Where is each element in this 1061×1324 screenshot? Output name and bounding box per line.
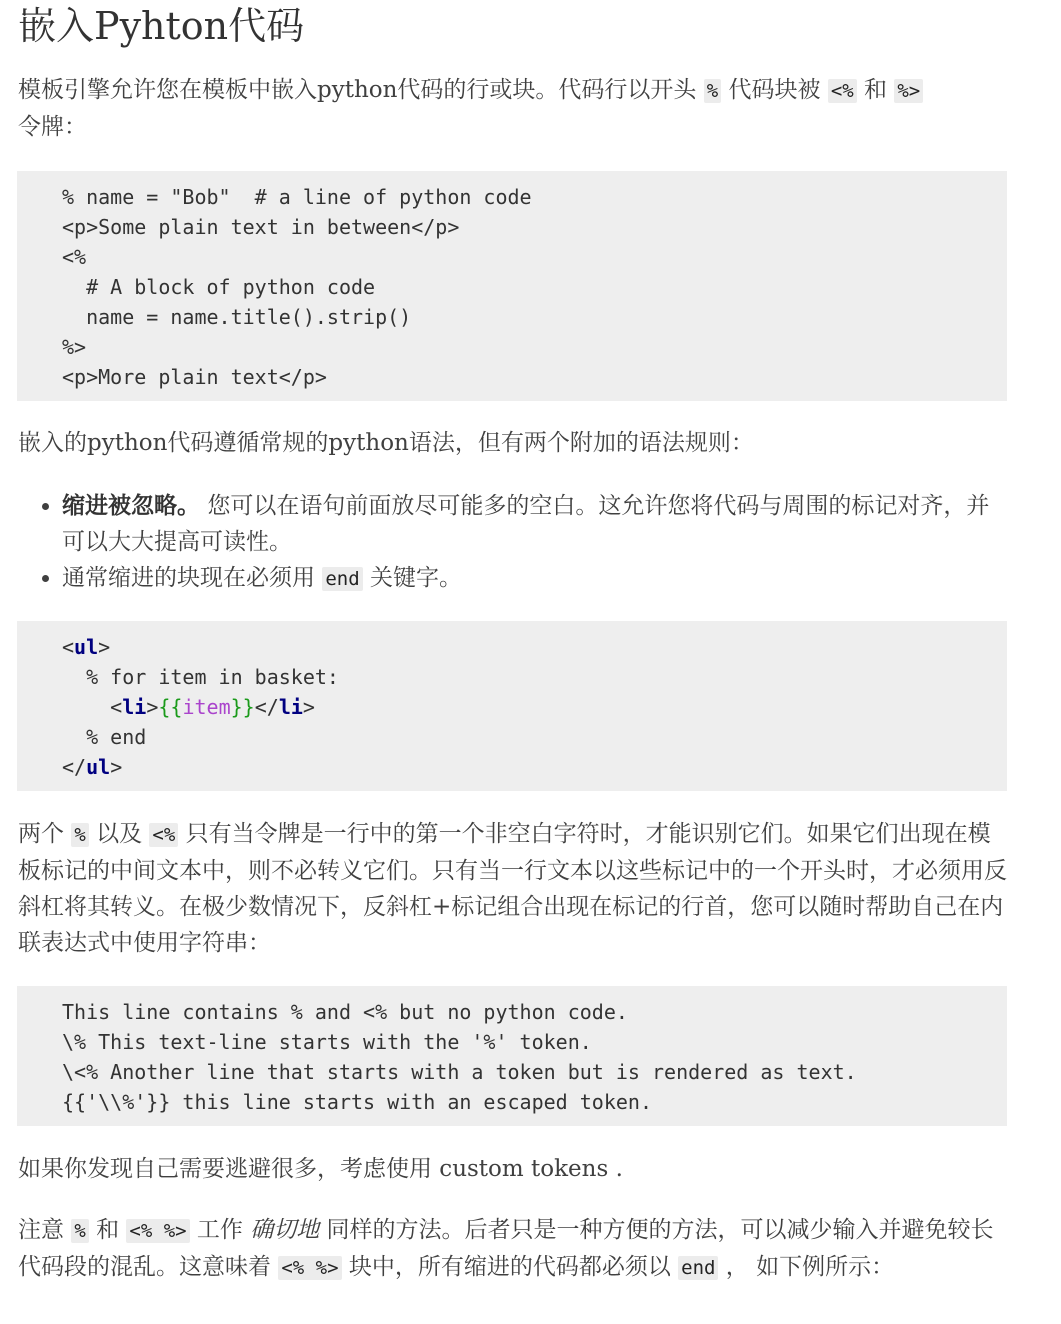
inline-code: %: [71, 1219, 88, 1243]
rule-text: 关键字。: [369, 565, 462, 591]
rules-list: [18, 488, 1008, 597]
code-tag: ul: [86, 755, 111, 779]
escape-text: 两个: [18, 821, 64, 847]
code-indent: [62, 695, 110, 719]
code-variable: item: [182, 695, 231, 719]
code-line: % for item in basket:: [62, 665, 339, 689]
inline-code: %: [704, 79, 721, 103]
note-paragraph: [18, 1212, 1008, 1286]
code-punct: <: [62, 635, 75, 659]
code-line: <p>More plain text</p>: [62, 365, 327, 389]
note-text: 同样的方法。后者只是一种方便的方法，可以减少输入并避免较长代码段的混乱。这意味着: [18, 1217, 994, 1280]
code-punct: </: [254, 695, 279, 719]
code-tag: li: [278, 695, 303, 719]
code-punct: >: [146, 695, 159, 719]
code-line: name = name.title().strip(): [62, 305, 412, 329]
code-line: [62, 752, 1007, 782]
code-line: %>: [62, 335, 87, 359]
code-line: <p>Some plain text in between</p>: [62, 215, 460, 239]
code-brace: {{: [158, 695, 183, 719]
code-line: % name = "Bob" # a line of python code: [62, 185, 532, 209]
code-tag: li: [122, 695, 147, 719]
escape-paragraph: [18, 816, 1008, 961]
code-line: # A block of python code: [62, 275, 376, 299]
rules-intro-paragraph: 嵌入的python代码遵循常规的python语法，但有两个附加的语法规则：: [18, 430, 754, 456]
inline-code: <%: [149, 823, 178, 847]
code-punct: <: [110, 695, 123, 719]
code-punct: >: [98, 635, 111, 659]
list-item: [62, 488, 1008, 560]
code-punct: >: [302, 695, 315, 719]
inline-code: end: [322, 567, 362, 591]
intro-text: 代码块被: [728, 77, 821, 103]
code-block-embedded-python: [17, 171, 1007, 401]
note-text: 注意: [18, 1217, 64, 1243]
inline-code: <%: [828, 79, 857, 103]
inline-code: end: [678, 1256, 718, 1280]
rule-bold-text: 缩进被忽略。: [62, 492, 200, 519]
code-line: [62, 632, 1007, 662]
rule-text: 您可以在语句前面放尽可能多的空白。这允许您将代码与周围的标记对齐，并可以大大提高可读性。: [62, 493, 990, 555]
note-text: 和: [96, 1217, 120, 1243]
intro-text: 和: [864, 77, 888, 103]
emphasis-text: 确切地: [250, 1217, 320, 1243]
note-text: 块中，所有缩进的代码都必须以: [348, 1254, 671, 1280]
code-tag: ul: [74, 635, 99, 659]
page-title: 嵌入Pyhton代码: [18, 4, 305, 48]
rule-text: 通常缩进的块现在必须用: [62, 565, 315, 591]
code-block-end-keyword: [17, 621, 1007, 791]
code-line: <%: [62, 245, 87, 269]
inline-code: %>: [894, 79, 923, 103]
list-item: [62, 560, 1008, 597]
note-text: ， 如下例所示：: [725, 1254, 895, 1280]
escape-text: 只有当令牌是一行中的第一个非空白字符时，才能识别它们。如果它们出现在模板标记的中间文本中，则不必转义它们。只有当一行文本以这些标记中的一个开头时，才必须用反斜杠将其转义。在极少数情况下，反斜杠+标记组合出现在标记的行首，您可以随时帮助自己在内联表达式中使用字符串：: [18, 821, 1007, 956]
custom-tokens-paragraph: 如果你发现自己需要逃避很多，考虑使用 custom tokens .: [18, 1156, 623, 1182]
inline-code: <% %>: [278, 1256, 341, 1280]
code-line: % end: [62, 725, 147, 749]
intro-text: 令牌：: [18, 114, 87, 140]
code-block-escaping: [17, 986, 1007, 1126]
escape-text: 以及: [96, 821, 143, 847]
code-line: \<% Another line that starts with a token but is rendered as text.: [62, 1060, 857, 1084]
code-line: \% This text-line starts with the '%' token.: [62, 1030, 592, 1054]
inline-code: <% %>: [126, 1219, 189, 1243]
code-line: [62, 692, 1007, 722]
code-line: {{'\\%'}} this line starts with an escaped token.: [62, 1090, 653, 1114]
code-punct: </: [62, 755, 87, 779]
code-brace: }}: [230, 695, 255, 719]
intro-paragraph: [18, 72, 1008, 145]
code-line: This line contains % and <% but no python code.: [62, 1000, 628, 1024]
note-text: 工作: [196, 1217, 243, 1243]
code-punct: >: [110, 755, 123, 779]
intro-text: 模板引擎允许您在模板中嵌入python代码的行或块。代码行以开头: [18, 77, 697, 103]
inline-code: %: [71, 823, 88, 847]
